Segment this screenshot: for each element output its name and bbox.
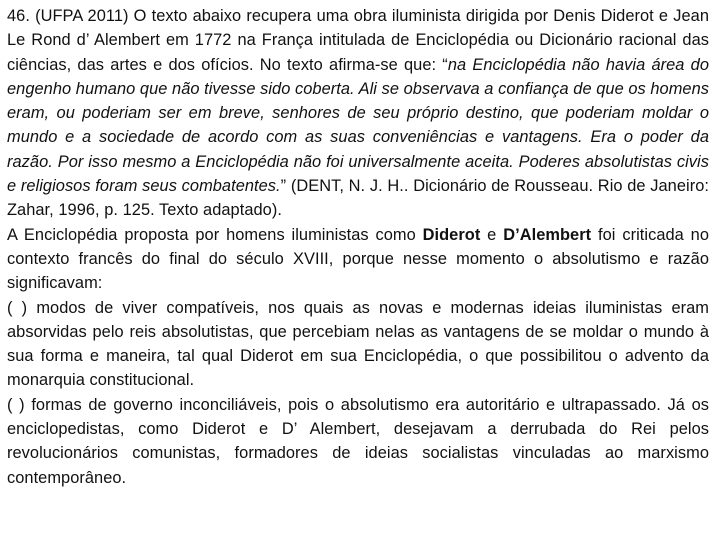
prompt-text-start: A Enciclopédia proposta por homens iluministas como (7, 225, 423, 244)
prompt-bold-diderot: Diderot (422, 225, 481, 244)
prompt-bold-dalembert: D’Alembert (503, 225, 592, 244)
question-statement (7, 4, 709, 223)
option-1-text: modos de viver compatíveis, nos quais as novas e modernas ideias iluministas eram absorvidas pelo reis absolutistas, que percebiam nelas as vantagens de se moldar o mundo à sua forma e maneira, tal qual Diderot em sua Enciclopédia, o que possibilitou o advento da monarquia constitucional. (7, 298, 709, 390)
prompt-text-mid: e (480, 225, 504, 244)
citation: ” (DENT, N. J. H.. Dicionário de Rousseau. Rio de Janeiro: Zahar, 1996, p. 125. Texto adaptado). (7, 177, 709, 220)
option-1-checkbox[interactable]: ( ) (7, 298, 28, 317)
option-2 (7, 393, 709, 490)
question-source: (UFPA 2011) (35, 7, 129, 25)
question-prompt (7, 223, 709, 296)
question-document (7, 4, 709, 490)
question-intro: O texto abaixo recupera uma obra iluminista dirigida por Denis Diderot e Jean Le Rond d’ Alembert em 1772 na França intitulada de Enciclopédia ou Dicionário racional das ciências, das artes e dos ofícios. No texto afirma-se que: “ (7, 7, 709, 74)
option-2-text: formas de governo inconciliáveis, pois o absolutismo era autoritário e ultrapassado. Já os enciclopedistas, como Diderot e D’ Alembert, desejavam a derrubada do Rei pelos revolucionários comunistas, formadores de ideias socialistas vinculadas ao marxismo contemporâneo. (7, 395, 709, 487)
question-number: 46. (7, 7, 30, 25)
option-1 (7, 296, 709, 393)
prompt-text-end: foi criticada no contexto francês do final do século XVIII, porque nesse momento o absolutismo e razão significavam: (7, 225, 710, 293)
option-2-checkbox[interactable]: ( ) (7, 395, 25, 414)
quoted-excerpt: na Enciclopédia não havia área do engenho humano que não tivesse sido coberta. Ali se observava a confiança de que os homens eram, ou poderiam ser em breve, senhores de seu próprio destino, que poderiam moldar o mundo e a sociedade de acordo com as suas conveniências e vantagens. Era o poder da razão. Por isso mesmo a Enciclopédia não foi universalmente aceita. Poderes absolutistas civis e religiosos foram seus combatentes. (7, 55, 709, 196)
